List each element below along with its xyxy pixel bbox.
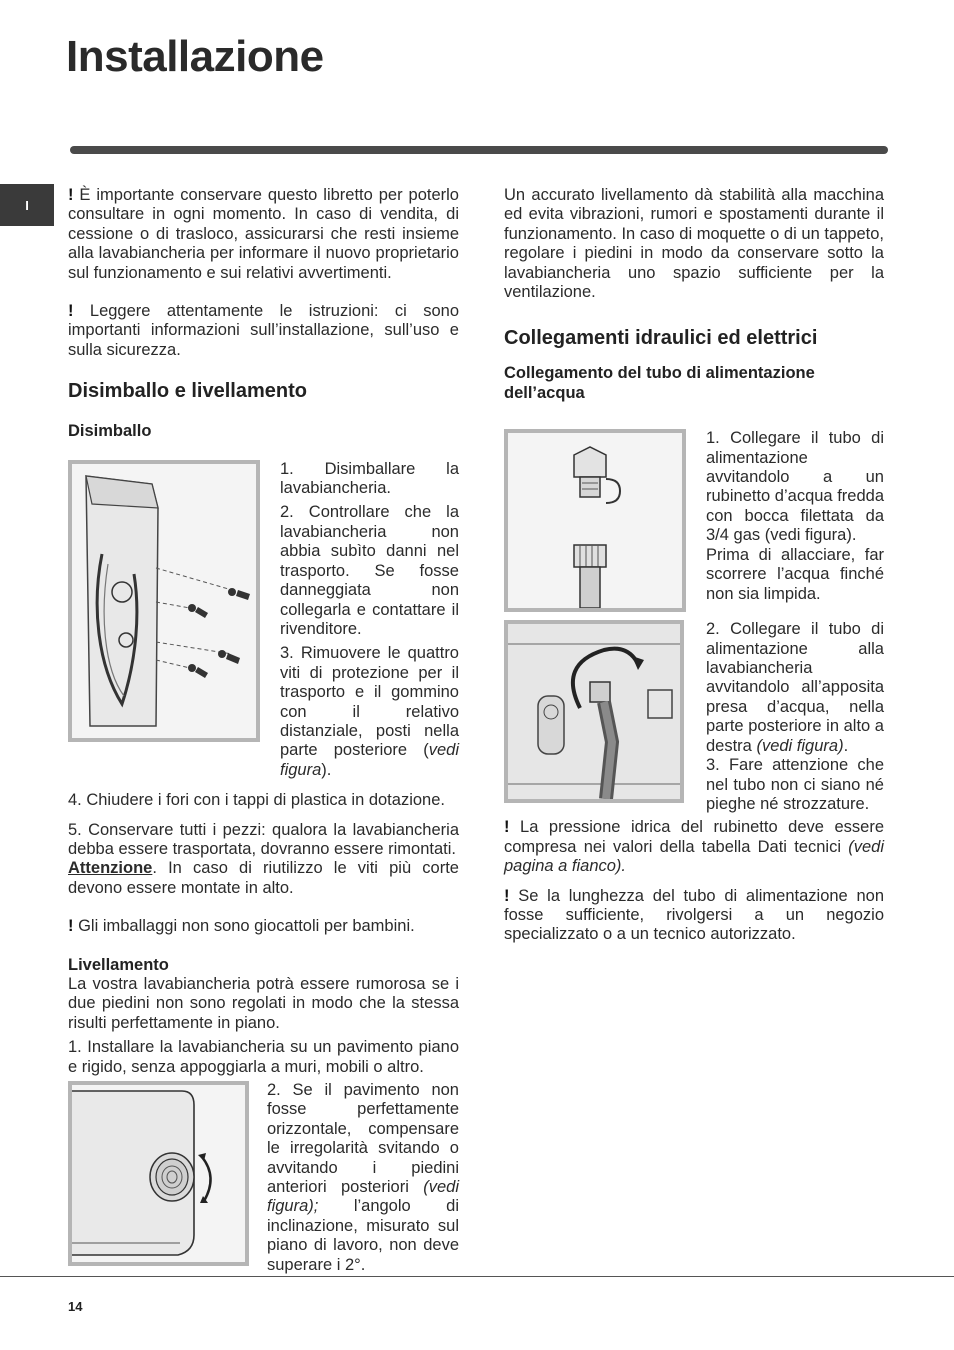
title-divider xyxy=(70,146,888,154)
tap-figure xyxy=(504,429,686,612)
machine-back-illustration xyxy=(72,464,256,738)
leveling-step-2: 2. Se il pavimento non fosse perfettamente orizzontale, compensare le irregolarità svitando o avvitando i piedini anteriori posteriori (vedi figura); l’angolo di inclinazione, misurato sul piano di lavoro, non deve superare i 2°. xyxy=(267,1081,459,1274)
footer-divider xyxy=(0,1276,954,1277)
leveling-figure-row xyxy=(68,1081,459,1280)
leveling-importance: Un accurato livellamento dà stabilità alla macchina ed evita vibrazioni, rumori e spostamenti durante il funzionamento. In caso di moquette o di un tappeto, regolare i piedini in modo da conservare sotto la lavabiancheria uno spazio sufficiente per la ventilazione. xyxy=(504,186,884,302)
inlet-figure-row xyxy=(504,620,884,814)
exclamation-icon: ! xyxy=(68,302,74,321)
unpack-step-3: 3. Rimuovere le quattro viti di protezione per il trasporto e il gommino con il relativo distanziale, posti nella parte posteriore (vedi figura). xyxy=(280,644,459,779)
left-column xyxy=(68,186,459,1286)
subheading-water-hose: Collegamento del tubo di alimentazione dell’acqua xyxy=(504,364,815,402)
water-tap-illustration xyxy=(508,433,682,608)
machine-inlet-illustration xyxy=(508,624,680,799)
inlet-figure xyxy=(504,620,684,803)
adjustable-foot-illustration xyxy=(72,1085,245,1262)
unpack-step-1: 1. Disimballare la lavabiancheria. xyxy=(280,459,459,498)
right-column xyxy=(504,186,884,964)
exclamation-icon: ! xyxy=(504,886,510,905)
warning-packaging: ! Gli imballaggi non sono giocattoli per bambini. xyxy=(68,917,415,936)
water-step-2: 2. Collegare il tubo di alimentazione alla lavabiancheria avvitandolo all’apposita presa d’acqua, nella parte posteriore in alto a destra (vedi figura). 3. Fare attenzione che nel tubo non ci siano né pieghe né strozzature. xyxy=(706,620,884,813)
exclamation-icon: ! xyxy=(68,917,74,936)
unpack-step-4: 4. Chiudere i fori con i tappi di plastica in dotazione. xyxy=(68,791,445,810)
leveling-feet-figure xyxy=(68,1081,249,1266)
unpack-step-2: 2. Controllare che la lavabiancheria non abbia subìto danni nel trasporto. Se fosse danneggiata non collegarla e contattare il rivenditore. xyxy=(280,503,459,638)
warning-hose-length: ! Se la lunghezza del tubo di alimentazione non fosse sufficiente, rivolgersi a un negozio specializzato o a un tecnico autorizzato. xyxy=(504,886,884,944)
leveling-step-1: 1. Installare la lavabiancheria su un pavimento piano e rigido, senza appoggiarla a muri, mobili o altro. xyxy=(68,1038,459,1076)
subheading-leveling: Livellamento xyxy=(68,955,169,974)
subheading-unpacking: Disimballo xyxy=(68,422,152,441)
unpack-step-5: 5. Conservare tutti i pezzi: qualora la lavabiancheria debba essere trasportata, dovranno essere rimontati. xyxy=(68,820,459,858)
attention-note: Attenzione. In caso di riutilizzo le viti più corte devono essere montate in alto. xyxy=(68,859,459,897)
unpacking-figure-row xyxy=(68,460,459,786)
transport-screws-figure xyxy=(68,460,260,742)
warning-keep-manual: ! È importante conservare questo libretto per poterlo consultare in ogni momento. In caso di vendita, di cessione o di trasloco, assicurarsi che resti insieme alla lavabiancheria per informare il nuovo proprietario sul funzionamento e sui relativi avvertimenti. xyxy=(68,186,459,282)
warning-pressure: ! La pressione idrica del rubinetto deve essere compresa nei valori della tabella Dati tecnici (vedi pagina a fianco). xyxy=(504,818,884,876)
exclamation-icon: ! xyxy=(68,186,74,204)
page-number: 14 xyxy=(68,1299,83,1314)
section-heading-connections: Collegamenti idraulici ed elettrici xyxy=(504,327,818,350)
page-title: Installazione xyxy=(66,32,324,81)
unpacking-steps xyxy=(280,460,459,786)
leveling-intro: La vostra lavabiancheria potrà essere rumorosa se i due piedini non sono regolati in modo che la stessa risulti perfettamente in piano. xyxy=(68,975,459,1032)
language-tab: I xyxy=(0,184,54,226)
exclamation-icon: ! xyxy=(504,818,510,837)
section-heading-unpacking-leveling: Disimballo e livellamento xyxy=(68,380,307,403)
water-step-1: 1. Collegare il tubo di alimentazione avvitandolo a un rubinetto d’acqua fredda con bocca filettata da 3/4 gas (vedi figura). Prima di allacciare, far scorrere l’acqua finché non sia limpida. xyxy=(706,429,884,603)
warning-read-instructions: ! Leggere attentamente le istruzioni: ci sono importanti informazioni sull’installazione, sull’uso e sulla sicurezza. xyxy=(68,302,459,359)
tap-figure-row xyxy=(504,429,884,612)
